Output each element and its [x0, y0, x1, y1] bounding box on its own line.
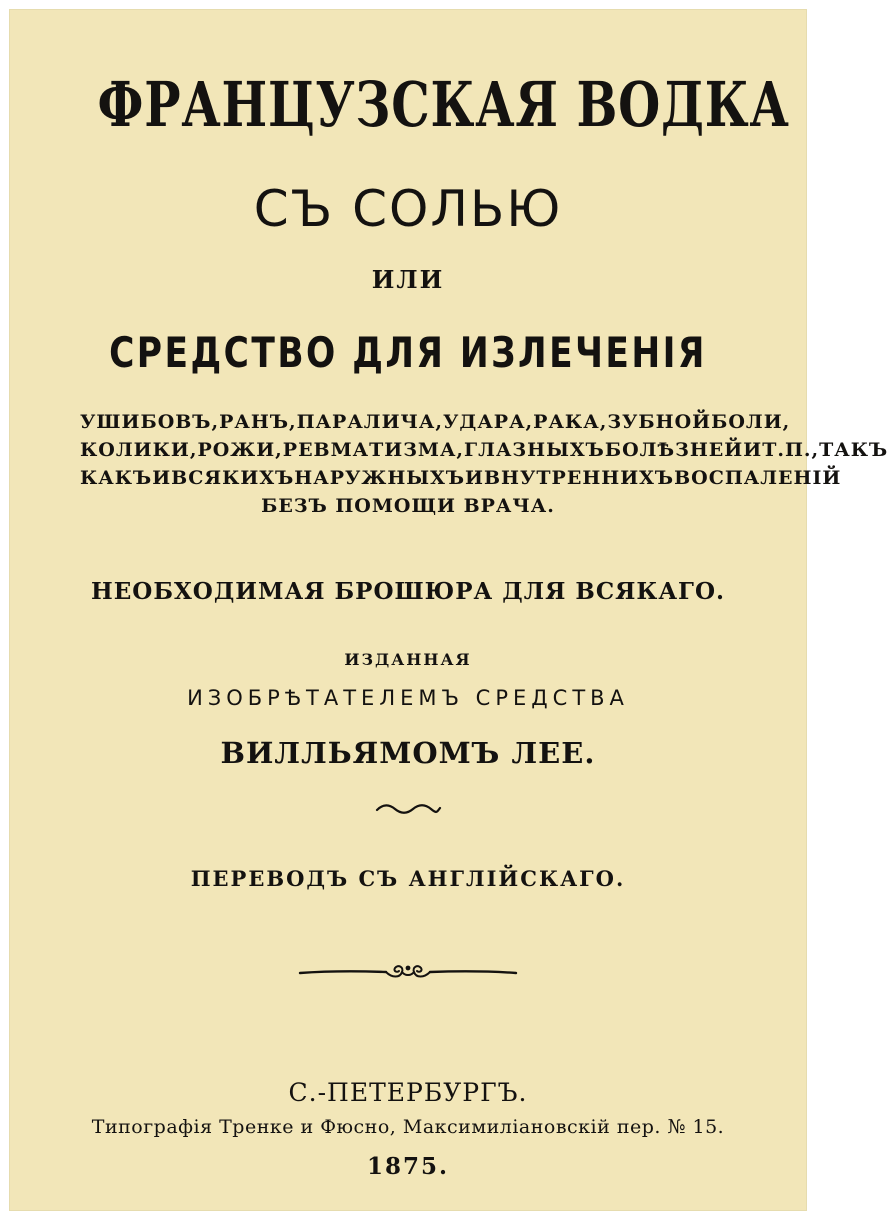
published-by-label: ИЗДАННАЯ	[344, 650, 472, 669]
imprint-city: С.-ПЕТЕРБУРГЪ.	[288, 1078, 528, 1107]
ailment-word: КАКЪ	[80, 467, 153, 489]
ornament-divider-icon	[298, 960, 518, 984]
ailment-word: РОЖИ,	[197, 439, 283, 461]
ailment-word: ПАРАЛИЧА,	[296, 411, 443, 433]
ailment-word: ГЛАЗНЫХЪ	[464, 439, 605, 461]
imprint-year: 1875.	[366, 1153, 450, 1180]
ailment-word: И	[743, 439, 763, 461]
ailments-line-1	[80, 408, 791, 436]
imprint-printer: Типографія Тренке и Фюсно, Максимиліановскій пер. № 15.	[91, 1116, 725, 1138]
ailment-word: НАРУЖНЫХЪ	[294, 467, 466, 489]
ailment-word: РЕВМАТИЗМА,	[282, 439, 465, 461]
tilde-divider-icon	[373, 800, 443, 816]
ailment-word: ВОСПАЛЕНІЙ	[674, 467, 842, 489]
title-page	[10, 10, 888, 1210]
ailment-word: ВНУТРЕННИХЪ	[483, 467, 675, 489]
ailment-word: КОЛИКИ,	[80, 439, 198, 461]
translation-note: ПЕРЕВОДЪ СЪ АНГЛІЙСКАГО.	[190, 866, 626, 891]
ailment-word: БОЛѢЗНЕЙ	[604, 439, 744, 461]
book-title: ФРАНЦУЗСКАЯ ВОДКА	[97, 68, 790, 141]
ailments-line-3	[80, 464, 842, 492]
ailment-word: РАНЪ,	[219, 411, 297, 433]
inventor-line: ИЗОБРѢТАТЕЛЕМЪ СРЕДСТВА	[187, 686, 629, 710]
ailment-word: УШИБОВЪ,	[80, 411, 220, 433]
ailments-list	[80, 408, 888, 520]
ailment-word: ЗУБНОЙ	[607, 411, 712, 433]
ailments-line-4	[80, 492, 736, 520]
ailment-word: БОЛИ,	[711, 411, 791, 433]
ailment-word: ТАКЪ	[819, 439, 888, 461]
conjunction-text: ИЛИ	[371, 265, 445, 294]
ailment-word: И	[465, 467, 484, 489]
ailment-word: РАКА,	[533, 411, 608, 433]
ailment-word: ВСЯКИХЪ	[171, 467, 295, 489]
book-subtitle: СЪ СОЛЬЮ	[253, 180, 563, 238]
heading-remedy: СРЕДСТВО ДЛЯ ИЗЛЕЧЕНІЯ	[109, 328, 707, 377]
ailments-line-2	[80, 436, 888, 464]
ailment-word: Т.	[762, 439, 785, 461]
ailment-word: УДАРА,	[443, 411, 534, 433]
ailment-word: П.,	[784, 439, 820, 461]
ailment-word: И	[152, 467, 172, 489]
brochure-line: НЕОБХОДИМАЯ БРОШЮРА ДЛЯ ВСЯКАГО.	[91, 578, 725, 605]
ailment-closing: БЕЗЪ ПОМОЩИ ВРАЧА.	[261, 495, 555, 517]
author-name: ВИЛЛЬЯМОМЪ ЛЕЕ.	[220, 736, 596, 770]
